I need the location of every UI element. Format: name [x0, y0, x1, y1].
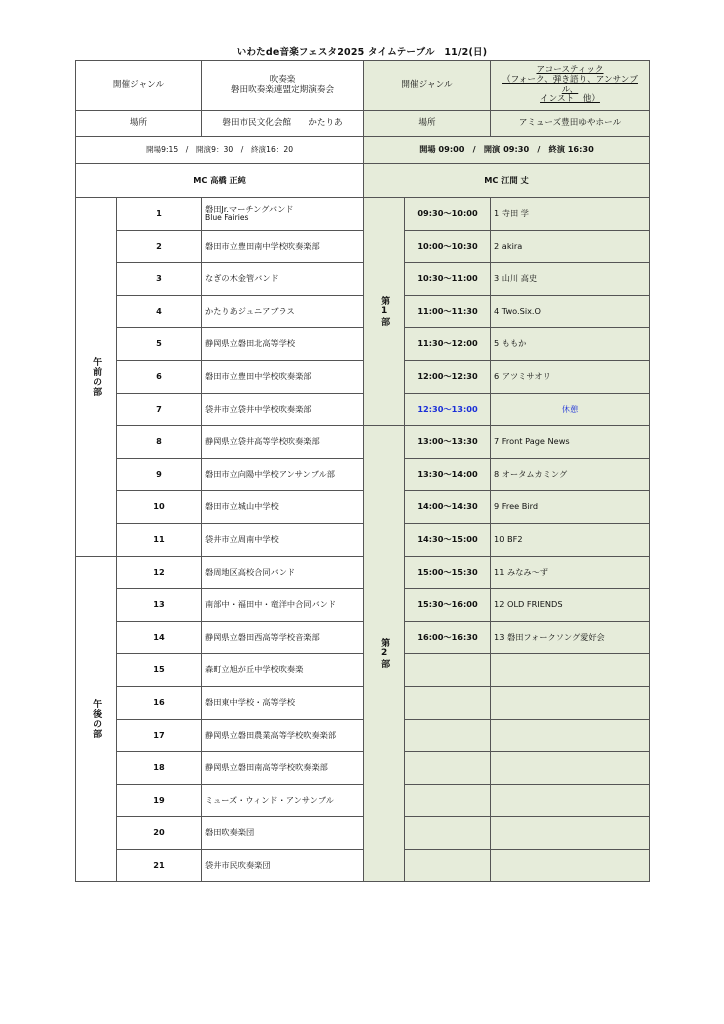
- slot-act: 2 akira: [491, 230, 650, 263]
- slot-act: [491, 784, 650, 817]
- performer-number: 18: [117, 752, 202, 785]
- right-genre-line2: （フォーク、弾き語り、アンサンブル、: [502, 74, 638, 95]
- performer-number: 19: [117, 784, 202, 817]
- slot-time: 10:00～10:30: [405, 230, 491, 263]
- slot-time: 13:30～14:00: [405, 458, 491, 491]
- right-venue-label: 場所: [364, 111, 491, 137]
- performer-number: 9: [117, 458, 202, 491]
- slot-time: 09:30～10:00: [405, 198, 491, 231]
- left-genre-line2: 磐田吹奏楽連盟定期演奏会: [230, 84, 335, 95]
- schedule-row: [76, 458, 650, 491]
- slot-time: 15:30～16:00: [405, 589, 491, 622]
- slot-act: 6 アツミサオリ: [491, 360, 650, 393]
- performer-name: [202, 784, 364, 817]
- performer-name: [202, 719, 364, 752]
- performer-name-text: 磐田吹奏楽団: [205, 827, 255, 838]
- performer-name: [202, 686, 364, 719]
- performer-number: 21: [117, 849, 202, 882]
- right-genre-value: [491, 61, 650, 111]
- section-morning: 午前の部: [76, 198, 117, 557]
- performer-name-text: 静岡県立磐田農業高等学校吹奏楽部: [205, 729, 337, 740]
- right-venue-name: アミューズ豊田ゆやホール: [491, 111, 650, 137]
- performer-number: 12: [117, 556, 202, 589]
- performer-number: 10: [117, 491, 202, 524]
- performer-name: [202, 556, 364, 589]
- slot-act: 11 みなみ～ず: [491, 556, 650, 589]
- performer-name: [202, 360, 364, 393]
- performer-subtitle: Blue Fairies: [205, 213, 249, 223]
- performer-name-text: かたりあジュニアブラス: [205, 305, 295, 316]
- schedule-row: [76, 621, 650, 654]
- schedule-row: [76, 817, 650, 850]
- schedule-row: [76, 393, 650, 426]
- slot-act: 12 OLD FRIENDS: [491, 589, 650, 622]
- slot-act: [491, 752, 650, 785]
- slot-act: 13 磐田フォークソング愛好会: [491, 621, 650, 654]
- performer-number: 7: [117, 393, 202, 426]
- right-genre-line3: インスト 他）: [540, 94, 600, 105]
- performer-number: 8: [117, 426, 202, 459]
- slot-act: 9 Free Bird: [491, 491, 650, 524]
- performer-name: [202, 817, 364, 850]
- performer-name: [202, 491, 364, 524]
- schedule-row: [76, 686, 650, 719]
- slot-time: 10:30～11:00: [405, 263, 491, 296]
- timetable: [75, 60, 650, 882]
- performer-name-text: 磐田市立城山中学校: [205, 501, 279, 512]
- performer-name-text: 磐田市立豊田中学校吹奏楽部: [205, 371, 312, 382]
- right-genre-label: 開催ジャンル: [364, 61, 491, 111]
- slot-time: 14:30～15:00: [405, 523, 491, 556]
- performer-name-text: 磐田市立豊田南中学校吹奏楽部: [205, 240, 320, 251]
- schedule-row: [76, 263, 650, 296]
- performer-name-text: 袋井市立袋井中学校吹奏楽部: [205, 403, 312, 414]
- performer-name-text: 磐田東中学校・高等学校: [205, 696, 296, 707]
- schedule-row: [76, 784, 650, 817]
- performer-name-text: 南部中・福田中・竜洋中合同バンド: [205, 599, 337, 610]
- performer-name-text: 静岡県立袋井高等学校吹奏楽部: [205, 436, 320, 447]
- performer-name-text: 袋井市民吹奏楽団: [205, 859, 271, 870]
- performer-name-text: 静岡県立磐田北高等学校: [205, 338, 296, 349]
- performer-name-text: 静岡県立磐田西高等学校音楽部: [205, 631, 320, 642]
- slot-time: 16:00～16:30: [405, 621, 491, 654]
- left-genre-value: [202, 61, 364, 111]
- performer-number: 3: [117, 263, 202, 296]
- performer-number: 5: [117, 328, 202, 361]
- venue-row: [76, 111, 650, 137]
- performer-name: [202, 295, 364, 328]
- slot-act: 3 山川 高史: [491, 263, 650, 296]
- slot-act: 8 オータムカミング: [491, 458, 650, 491]
- schedule-row: [76, 589, 650, 622]
- slot-act: [491, 719, 650, 752]
- performer-name: [202, 752, 364, 785]
- left-mc: MC 高橋 正純: [76, 164, 364, 198]
- performer-name-text: ミューズ・ウィンド・アンサンブル: [205, 794, 334, 805]
- performer-name: [202, 393, 364, 426]
- slot-act: 1 寺田 学: [491, 198, 650, 231]
- performer-name-text: なぎの木金管バンド: [205, 273, 279, 284]
- performer-name-text: 磐田Jr.マーチングバンド: [205, 203, 294, 214]
- performer-number: 14: [117, 621, 202, 654]
- performer-number: 4: [117, 295, 202, 328]
- performer-name-text: 袋井市立周南中学校: [205, 534, 279, 545]
- slot-act: 4 Two.Six.O: [491, 295, 650, 328]
- schedule-row: [76, 491, 650, 524]
- right-times: 開場 09:00 / 開演 09:30 / 終演 16:30: [364, 137, 650, 164]
- schedule-row: [76, 719, 650, 752]
- slot-time: [405, 654, 491, 687]
- schedule-row: [76, 360, 650, 393]
- performer-name-text: 森町立旭が丘中学校吹奏楽: [205, 664, 304, 675]
- genre-row: [76, 61, 650, 111]
- performer-name: [202, 198, 364, 231]
- performer-name: [202, 523, 364, 556]
- part-2-label: 第2部: [364, 426, 405, 882]
- slot-time: [405, 817, 491, 850]
- right-genre-line1: アコースティック: [536, 64, 604, 75]
- left-venue-label: 場所: [76, 111, 202, 137]
- performer-number: 17: [117, 719, 202, 752]
- performer-number: 15: [117, 654, 202, 687]
- page-title: いわたde音楽フェスタ2025 タイムテーブル 11/2(日): [236, 47, 488, 58]
- slot-act: 10 BF2: [491, 523, 650, 556]
- schedule-row: [76, 752, 650, 785]
- schedule-row: [76, 230, 650, 263]
- left-genre-label: 開催ジャンル: [76, 61, 202, 111]
- performer-name-text: 磐田市立向陽中学校アンサンブル部: [205, 468, 335, 479]
- performer-name: [202, 263, 364, 296]
- performer-name: [202, 458, 364, 491]
- performer-number: 20: [117, 817, 202, 850]
- slot-time: 13:00～13:30: [405, 426, 491, 459]
- right-mc: MC 江間 丈: [364, 164, 650, 198]
- performer-number: 16: [117, 686, 202, 719]
- performer-number: 11: [117, 523, 202, 556]
- schedule-row: [76, 523, 650, 556]
- performer-name: [202, 849, 364, 882]
- schedule-row: [76, 426, 650, 459]
- section-afternoon: 午後の部: [76, 556, 117, 882]
- slot-time: 11:30～12:00: [405, 328, 491, 361]
- schedule-row: [76, 198, 650, 231]
- left-genre-line1: 吹奏楽: [269, 74, 296, 85]
- schedule-row: [76, 849, 650, 882]
- performer-name: [202, 621, 364, 654]
- slot-time: 12:30～13:00: [405, 393, 491, 426]
- slot-time: 15:00～15:30: [405, 556, 491, 589]
- performer-name: [202, 589, 364, 622]
- slot-act: [491, 817, 650, 850]
- performer-name: [202, 426, 364, 459]
- left-times: 開場9:15 / 開演9：30 / 終演16：20: [76, 137, 364, 164]
- slot-time: 11:00～11:30: [405, 295, 491, 328]
- slot-act: 休憩: [491, 393, 650, 426]
- performer-name-text: 磐周地区高校合同バンド: [205, 566, 296, 577]
- schedule-row: [76, 328, 650, 361]
- slot-time: 14:00～14:30: [405, 491, 491, 524]
- performer-name: [202, 328, 364, 361]
- schedule-row: [76, 295, 650, 328]
- slot-act: 7 Front Page News: [491, 426, 650, 459]
- performer-number: 2: [117, 230, 202, 263]
- part-1-label: 第1部: [364, 198, 405, 426]
- slot-act: [491, 654, 650, 687]
- slot-act: [491, 686, 650, 719]
- performer-name: [202, 230, 364, 263]
- times-row: [76, 137, 650, 164]
- performer-name-text: 静岡県立磐田南高等学校吹奏楽部: [205, 762, 328, 773]
- slot-time: [405, 752, 491, 785]
- slot-act: [491, 849, 650, 882]
- schedule-row: [76, 556, 650, 589]
- performer-number: 6: [117, 360, 202, 393]
- left-venue-name: 磐田市民文化会館 かたりあ: [202, 111, 364, 137]
- schedule-row: [76, 654, 650, 687]
- slot-time: 12:00～12:30: [405, 360, 491, 393]
- performer-name: [202, 654, 364, 687]
- slot-act: 5 ももか: [491, 328, 650, 361]
- slot-time: [405, 719, 491, 752]
- performer-number: 1: [117, 198, 202, 231]
- slot-time: [405, 849, 491, 882]
- mc-row: [76, 164, 650, 198]
- slot-time: [405, 686, 491, 719]
- slot-time: [405, 784, 491, 817]
- performer-number: 13: [117, 589, 202, 622]
